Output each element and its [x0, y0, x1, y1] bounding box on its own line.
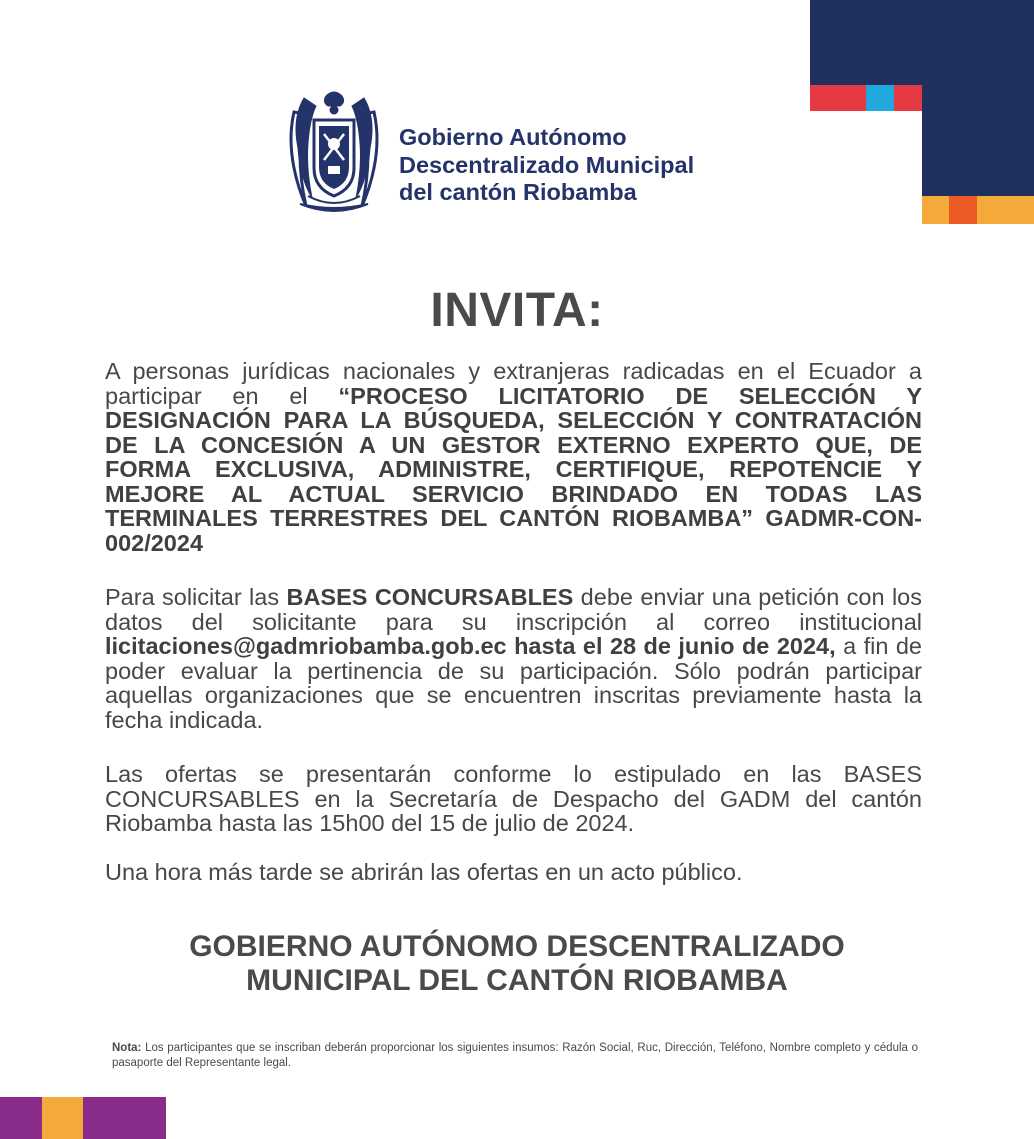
- email-deadline: licitaciones@gadmriobamba.gob.ec hasta el 28 de junio de 2024,: [105, 633, 836, 659]
- org-name-line2: Descentralizado Municipal: [399, 151, 695, 178]
- bases-text-2: debe enviar una petición con los datos del solicitante para su inscripción al correo institucional: [105, 584, 922, 635]
- org-name-line1: Gobierno Autónomo: [399, 124, 627, 150]
- stripe-dark-orange: [949, 196, 977, 224]
- coat-of-arms-icon: [286, 88, 382, 218]
- invitation-intro: A personas jurídicas nacionales y extranjeras radicadas en el Ecuador a participar en el: [105, 358, 922, 409]
- closing-line2: MUNICIPAL DEL CANTÓN RIOBAMBA: [246, 964, 788, 997]
- closing-line1: GOBIERNO AUTÓNOMO DESCENTRALIZADO: [189, 930, 845, 963]
- org-name: [399, 124, 779, 207]
- bottom-stripe-orange: [42, 1097, 83, 1139]
- stripe-cyan: [866, 85, 894, 111]
- corner-block-navy: [810, 0, 1034, 85]
- invitation-paragraph: [105, 359, 922, 555]
- offers-paragraph: Las ofertas se presentarán conforme lo estipulado en las BASES CONCURSABLES en la Secretaría de Despacho del GADM del cantón Riobamba hasta las 15h00 del 15 de julio de 2024.: [105, 761, 922, 836]
- bases-concursables: BASES CONCURSABLES: [286, 584, 574, 610]
- stripe-red-2: [894, 85, 922, 111]
- note-text: Los participantes que se inscriban deberán proporcionar los siguientes insumos: Razón Social, Ruc, Dirección, Teléfono, Nombre completo y cédula o pasaporte del Representante legal.: [112, 1042, 918, 1069]
- corner-block-navy-side: [922, 85, 1034, 196]
- bases-text-3: a fin de poder evaluar la pertinencia de su participación. Sólo podrán participar aquellas organizaciones que se encuentren inscritas previamente hasta la fecha indicada.: [105, 633, 922, 733]
- invite-title: INVITA:: [430, 284, 604, 337]
- opening-paragraph: Una hora más tarde se abrirán las ofertas en un acto público.: [105, 859, 743, 885]
- bottom-stripe-purple: [0, 1097, 42, 1139]
- coat-of-arms-logo: [286, 88, 382, 218]
- note-label: Nota:: [112, 1042, 142, 1054]
- bottom-stripe-purple-2: [83, 1097, 166, 1139]
- stripe-orange: [922, 196, 949, 224]
- org-name-line3: del cantón Riobamba: [399, 179, 637, 205]
- stripe-red: [810, 85, 866, 111]
- closing-signature: [0, 930, 1034, 998]
- stripe-orange-2: [977, 196, 1034, 224]
- footnote: [112, 1041, 918, 1071]
- process-name: “PROCESO LICITATORIO DE SELECCIÓN Y DESIGNACIÓN PARA LA BÚSQUEDA, SELECCIÓN Y CONTRATACIÓN DE LA CONCESIÓN A UN GESTOR EXTERNO EXPERTO QUE, DE FORMA EXCLUSIVA, ADMINISTRE, CERTIFIQUE, REPOTENCIE Y MEJORE AL ACTUAL SERVICIO BRINDADO EN TODAS LAS TERMINALES TERRESTRES DEL CANTÓN RIOBAMBA” GADMR-CON-002/2024: [105, 382, 923, 556]
- bases-request-paragraph: [105, 585, 922, 732]
- bases-text-1: Para solicitar las: [105, 584, 287, 610]
